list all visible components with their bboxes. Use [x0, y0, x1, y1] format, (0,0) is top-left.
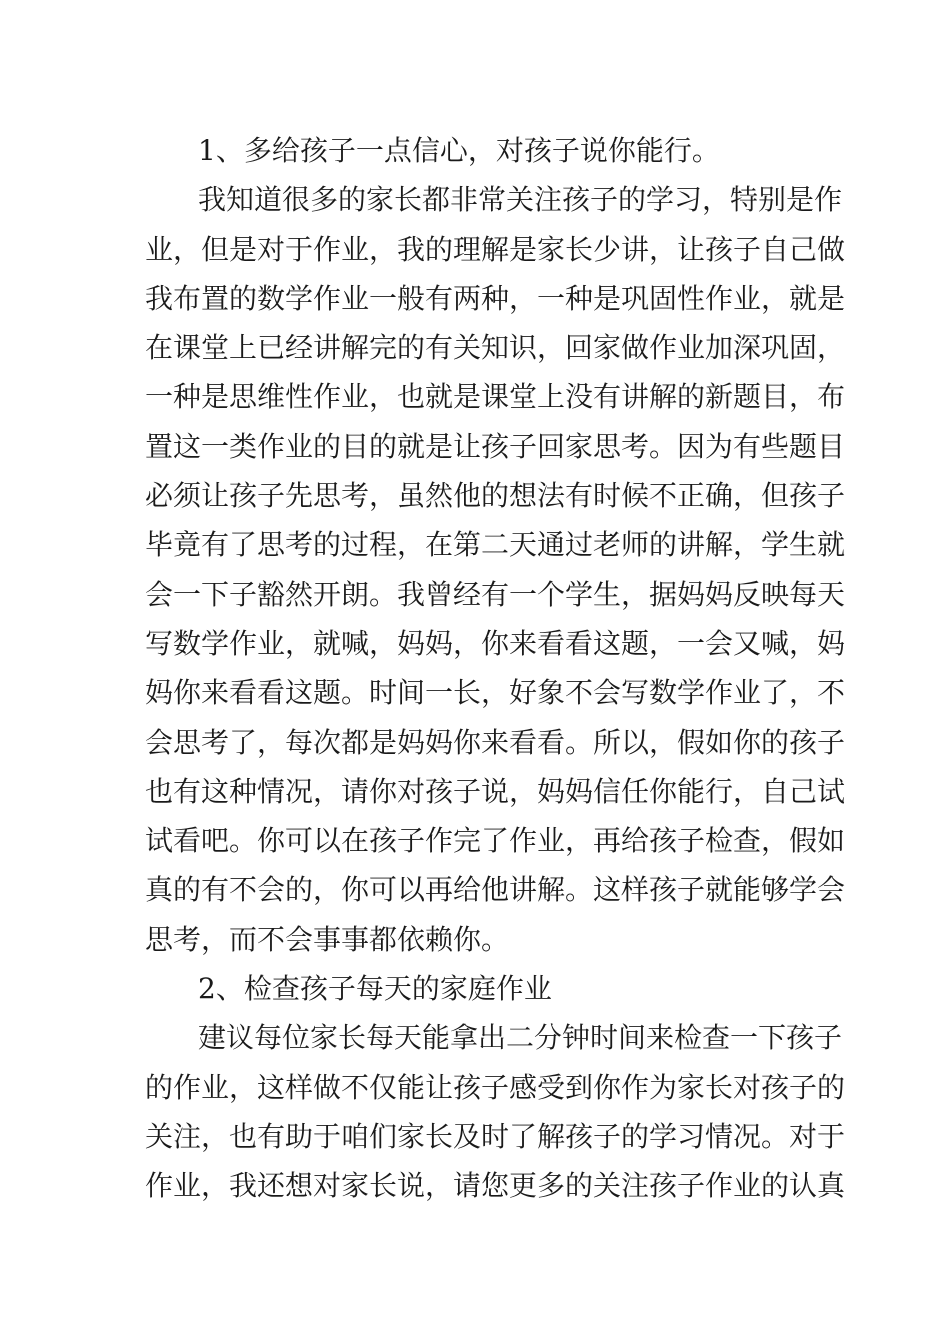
- section-heading-1: 1、多给孩子一点信心，对孩子说你能行。: [198, 134, 720, 167]
- paragraph-line: 试看吧。你可以在孩子作完了作业，再给孩子检查，假如: [145, 824, 846, 858]
- paragraph-line: 的作业，这样做不仅能让孩子感受到你作为家长对孩子的: [145, 1070, 846, 1104]
- paragraph-line: 必须让孩子先思考，虽然他的想法有时候不正确，但孩子: [145, 479, 846, 513]
- section-heading-2: 2、检查孩子每天的家庭作业: [198, 972, 552, 1006]
- paragraph-line: 会思考了，每次都是妈妈你来看看。所以，假如你的孩子: [145, 725, 846, 759]
- paragraph-line: 会一下子豁然开朗。我曾经有一个学生，据妈妈反映每天: [145, 577, 846, 611]
- paragraph-line: 我布置的数学作业一般有两种，一种是巩固性作业，就是: [145, 281, 846, 315]
- paragraph-line: 写数学作业，就喊，妈妈，你来看看这题，一会又喊，妈: [145, 626, 846, 660]
- paragraph-line: 也有这种情况，请你对孩子说，妈妈信任你能行，自己试: [145, 774, 846, 808]
- paragraph-line: 置这一类作业的目的就是让孩子回家思考。因为有些题目: [145, 429, 846, 463]
- paragraph-line: 作业，我还想对家长说，请您更多的关注孩子作业的认真: [145, 1169, 846, 1203]
- paragraph-line: 在课堂上已经讲解完的有关知识，回家做作业加深巩固，: [145, 331, 846, 365]
- paragraph-line: 真的有不会的，你可以再给他讲解。这样孩子就能够学会: [145, 873, 846, 907]
- paragraph-line: 一种是思维性作业，也就是课堂上没有讲解的新题目，布: [145, 380, 846, 414]
- paragraph-line: 关注，也有助于咱们家长及时了解孩子的学习情况。对于: [145, 1119, 846, 1153]
- paragraph-line: 我知道很多的家长都非常关注孩子的学习，特别是作: [198, 183, 843, 217]
- document-body: [145, 126, 846, 1211]
- paragraph-line: 妈你来看看这题。时间一长，好象不会写数学作业了，不: [145, 676, 846, 710]
- paragraph-line: 业，但是对于作业，我的理解是家长少讲，让孩子自己做: [145, 232, 846, 266]
- paragraph-line: 毕竟有了思考的过程，在第二天通过老师的讲解，学生就: [145, 528, 846, 562]
- paragraph-line: 建议每位家长每天能拿出二分钟时间来检查一下孩子: [198, 1021, 843, 1055]
- paragraph-line: 思考，而不会事事都依赖你。: [145, 922, 510, 956]
